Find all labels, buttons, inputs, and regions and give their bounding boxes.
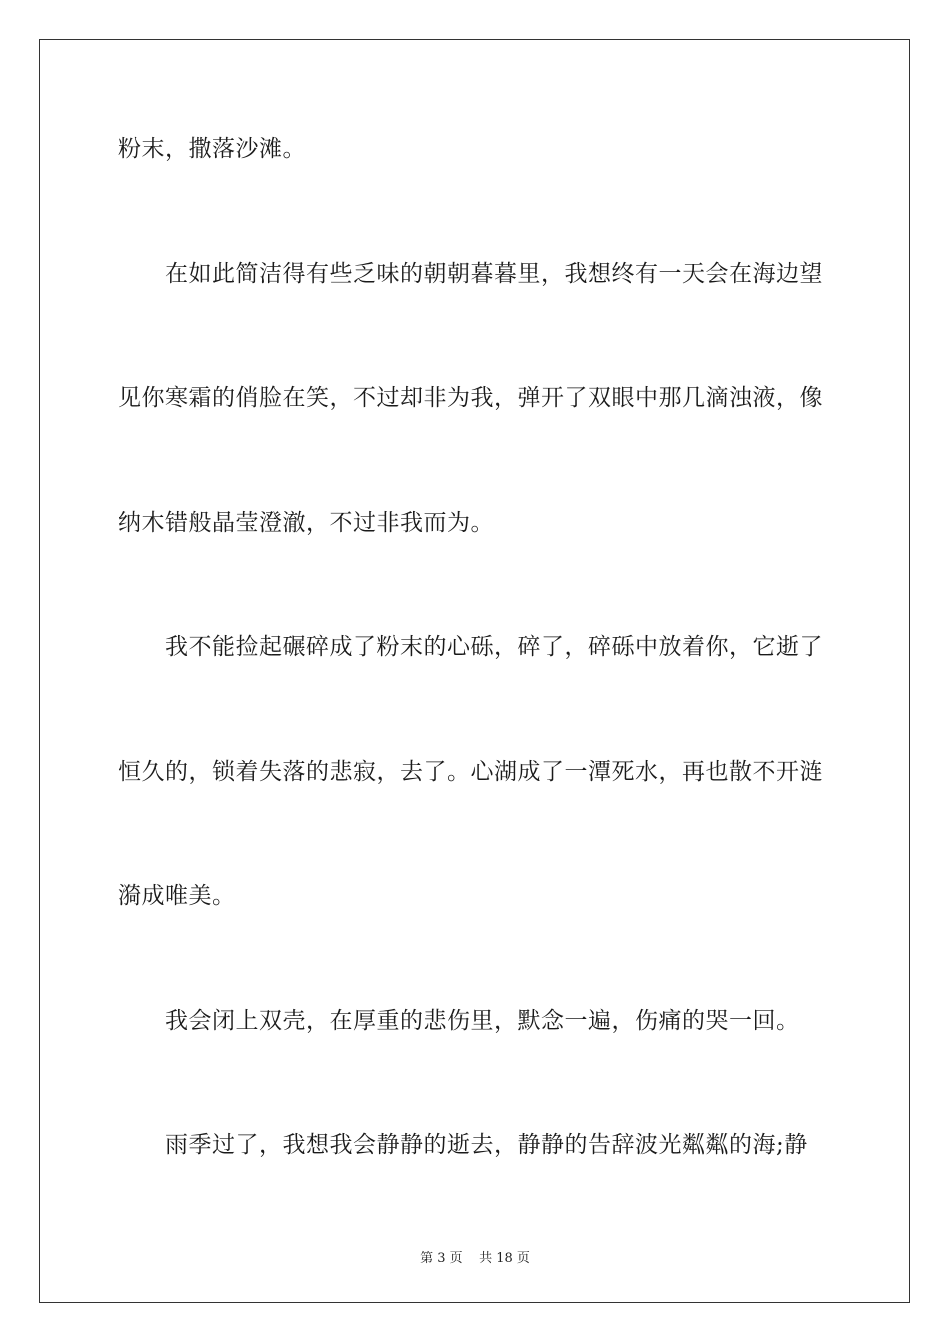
text-line-9: 雨季过了，我想我会静静的逝去，静静的告辞波光粼粼的海;静 <box>165 1132 808 1158</box>
text-line-2: 在如此简洁得有些乏味的朝朝暮暮里，我想终有一天会在海边望 <box>165 261 823 287</box>
text-line-6: 恒久的，锁着失落的悲寂，去了。心湖成了一潭死水，再也散不开涟 <box>118 759 823 785</box>
text-line-1: 粉末，撒落沙滩。 <box>118 136 306 162</box>
text-line-3: 见你寒霜的俏脸在笑，不过却非为我，弹开了双眼中那几滴浊液，像 <box>118 385 823 411</box>
text-line-4: 纳木错般晶莹澄澈，不过非我而为。 <box>118 510 494 536</box>
text-line-5: 我不能捡起碾碎成了粉末的心砾，碎了，碎砾中放着你，它逝了 <box>165 634 823 660</box>
page-border <box>39 39 910 1303</box>
text-line-8: 我会闭上双壳，在厚重的悲伤里，默念一遍，伤痛的哭一回。 <box>165 1008 800 1034</box>
page-number: 第 3 页 共 18 页 <box>420 1251 530 1266</box>
text-line-7: 漪成唯美。 <box>118 883 236 909</box>
